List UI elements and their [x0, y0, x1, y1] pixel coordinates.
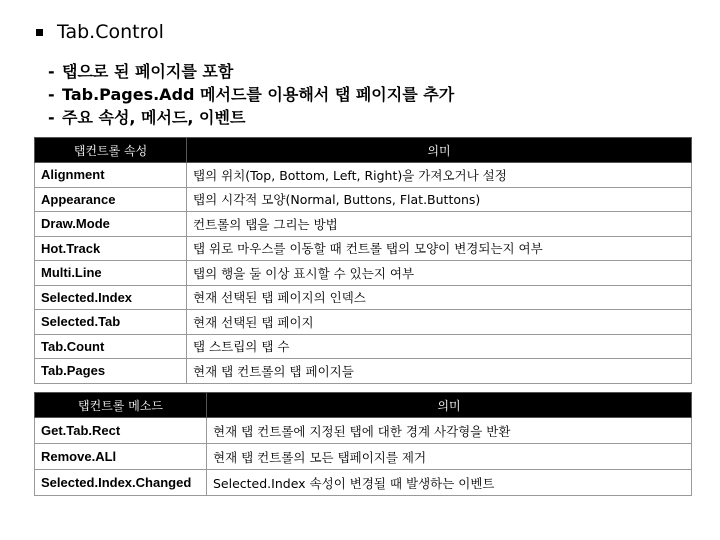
title-row [36, 18, 164, 46]
property-name: Tab.Pages [35, 359, 187, 384]
property-name: Alignment [35, 163, 187, 188]
property-name: Draw.Mode [35, 212, 187, 237]
table-row [35, 359, 692, 384]
table-row [35, 444, 692, 470]
method-meaning: Selected.Index 속성이 변경될 때 발생하는 이벤트 [207, 470, 692, 496]
table-row [35, 334, 692, 359]
property-name: Hot.Track [35, 236, 187, 261]
dash-icon: - [48, 108, 55, 127]
property-meaning: 탭의 시각적 모양(Normal, Buttons, Flat.Buttons) [187, 187, 692, 212]
table-row [35, 310, 692, 335]
property-meaning: 탭 위로 마우스를 이동할 때 컨트롤 탭의 모양이 변경되는지 여부 [187, 236, 692, 261]
bullet-item [48, 60, 454, 83]
page-title: Tab.Control [57, 21, 164, 43]
property-name: Tab.Count [35, 334, 187, 359]
bullet-text: 주요 속성, 메서드, 이벤트 [62, 108, 246, 127]
property-name: Selected.Index [35, 285, 187, 310]
column-header-meaning: 의미 [187, 138, 692, 163]
column-header-property: 탭컨트롤 속성 [35, 138, 187, 163]
method-name: Remove.ALl [35, 444, 207, 470]
table-row [35, 470, 692, 496]
method-meaning: 현재 탭 컨트롤의 모든 탭페이지를 제거 [207, 444, 692, 470]
table-row [35, 418, 692, 444]
bullet-list [48, 60, 454, 129]
table-row [35, 163, 692, 188]
property-meaning: 현재 선택된 탭 페이지 [187, 310, 692, 335]
square-bullet-icon [36, 29, 43, 36]
table-row [35, 212, 692, 237]
table-row [35, 187, 692, 212]
methods-table [34, 392, 692, 496]
bullet-text: 탭으로 된 페이지를 포함 [62, 62, 234, 81]
table-row [35, 236, 692, 261]
property-meaning: 탭의 위치(Top, Bottom, Left, Right)을 가져오거나 설정 [187, 163, 692, 188]
property-meaning: 탭 스트립의 탭 수 [187, 334, 692, 359]
method-meaning: 현재 탭 컨트롤에 지정된 탭에 대한 경계 사각형을 반환 [207, 418, 692, 444]
property-meaning: 컨트롤의 탭을 그리는 방법 [187, 212, 692, 237]
column-header-meaning: 의미 [207, 393, 692, 418]
column-header-method: 탭컨트롤 메소드 [35, 393, 207, 418]
dash-icon: - [48, 85, 55, 104]
bullet-text: Tab.Pages.Add 메서드를 이용해서 탭 페이지를 추가 [62, 85, 455, 104]
property-meaning: 현재 탭 컨트롤의 탭 페이지들 [187, 359, 692, 384]
table-header-row [35, 393, 692, 418]
property-name: Appearance [35, 187, 187, 212]
dash-icon: - [48, 62, 55, 81]
bullet-item [48, 83, 454, 106]
method-name: Get.Tab.Rect [35, 418, 207, 444]
table-header-row [35, 138, 692, 163]
properties-table [34, 137, 692, 384]
property-name: Selected.Tab [35, 310, 187, 335]
bullet-item [48, 106, 454, 129]
table-row [35, 261, 692, 286]
method-name: Selected.Index.Changed [35, 470, 207, 496]
property-name: Multi.Line [35, 261, 187, 286]
property-meaning: 현재 선택된 탭 페이지의 인덱스 [187, 285, 692, 310]
property-meaning: 탭의 행을 둘 이상 표시할 수 있는지 여부 [187, 261, 692, 286]
table-row [35, 285, 692, 310]
